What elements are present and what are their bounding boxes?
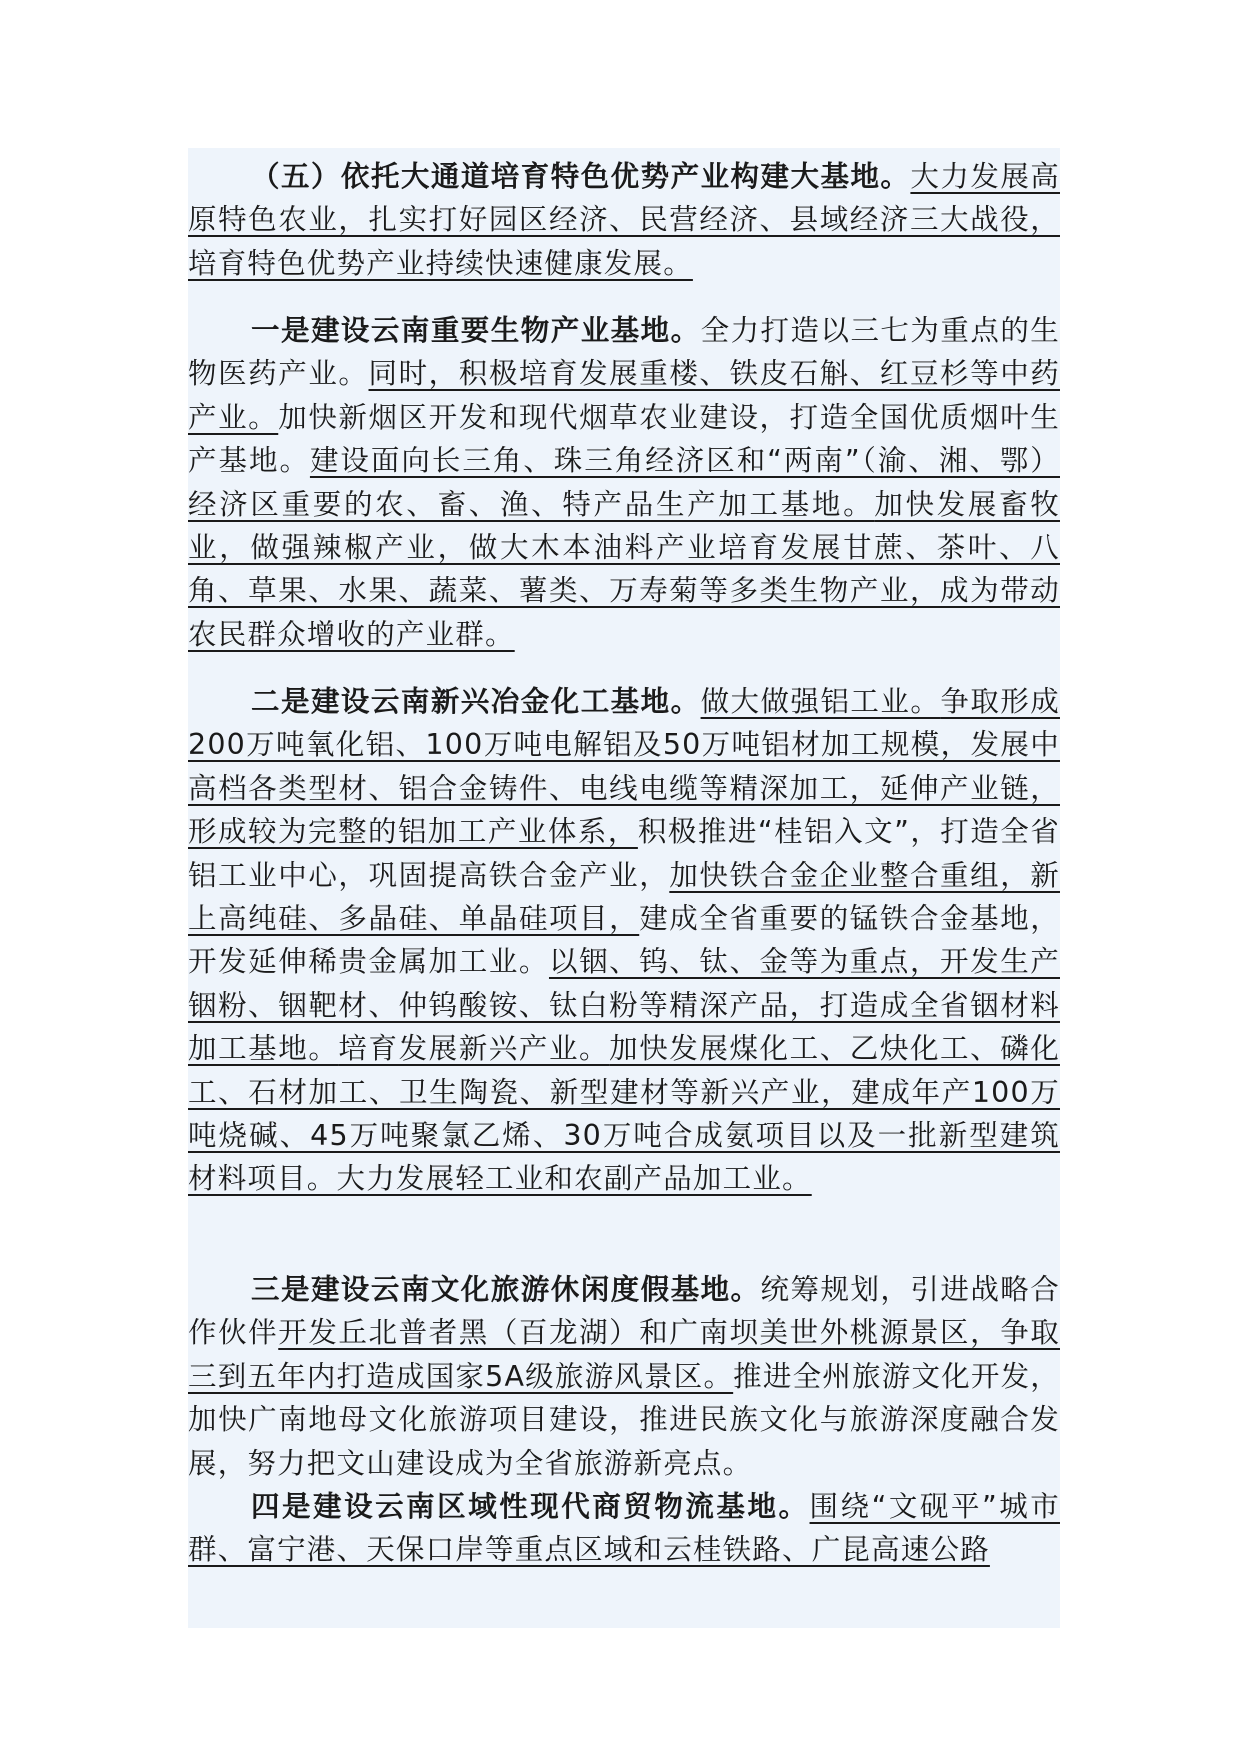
paragraph-text: 建设面向长三角、珠三角经济区和“两南”（渝、湘、鄂）经济区重要的农、畜、渔、特产品生产加工基地。 <box>188 444 1060 521</box>
paragraph-text: 全力打造以三七为重点的生物医药产业。 <box>188 314 1060 391</box>
paragraph-text: 以铟、钨、钛、金等为重点，开发生产铟粉、铟靶材、仲钨酸铵、钛白粉等精深产品，打造成全省铟材料加工基地。 <box>188 945 1060 1066</box>
paragraph-text: 培育发展新兴产业。 <box>338 1032 610 1066</box>
paragraph-text: 争取形成200万吨氧化铝、100万吨电解铝及50万吨铝材加工规模，发展中高档各类型材、铝合金铸件、电线电缆等精深加工，延伸产业链，形成较为完整的铝加工产业体系， <box>188 685 1060 849</box>
paragraph-text: 加快铁合金企业整合重组，新上高纯硅、多晶硅、单晶硅项目， <box>188 858 1060 936</box>
paragraph-tourism-base <box>188 1268 1060 1485</box>
paragraph-text: 加快新烟区开发和现代烟草农业建设，打造全国优质烟叶生产基地。 <box>188 400 1060 478</box>
section-heading: 四是建设云南区域性现代商贸物流基地。 <box>251 1490 810 1523</box>
paragraph-text: 建成全省重要的锰铁合金基地，开发延伸稀贵金属加工业。 <box>188 902 1060 979</box>
paragraph-text: 加快发展畜牧业，做强辣椒产业，做大木本油料产业培育发展甘蔗、茶叶、八角、草果、水果、蔬菜、薯类、万寿菊等多类生物产业，成为带动农民群众增收的产业群。 <box>188 487 1060 651</box>
paragraph-text: 开发丘北普者黑（百龙湖）和广南坝美世外桃源景区，争取三到五年内打造成国家5A级旅游风景区。 <box>188 1316 1060 1393</box>
section-heading: 一是建设云南重要生物产业基地。 <box>251 314 701 347</box>
paragraph-text: 积极推进“桂铝入文”，打造全省铝工业中心，巩固提高铁合金产业， <box>188 815 1060 892</box>
paragraph-text: 加快发展煤化工、乙炔化工、磷化工、石材加工、卫生陶瓷、新型建材等新兴产业，建成年产100万吨烧碱、45万吨聚氯乙烯、30万吨合成氨项目以及一批新型建筑材料项目。 <box>188 1032 1060 1196</box>
paragraph-text: 推进全州旅游文化开发，加快广南地母文化旅游项目建设，推进民族文化与旅游深度融合发展，努力把文山建设成为全省旅游新亮点。 <box>188 1359 1061 1480</box>
paragraph-text: 同时，积极培育发展重楼、铁皮石斛、红豆杉等中药产业。 <box>188 357 1060 434</box>
section-heading: （五）依托大通道培育特色优势产业构建大基地。 <box>251 160 911 193</box>
paragraph-text: 统筹规划，引进战略合作伙伴 <box>188 1273 1060 1350</box>
paragraph-biology-base <box>188 309 1060 656</box>
paragraph-text: 做大做强铝工业。 <box>700 685 941 718</box>
paragraph-metallurgy-base <box>188 680 1060 1201</box>
paragraph-text: 大力发展高原特色农业，扎实打好园区经济、民营经济、县域经济三大战役，培育特色优势产业持续快速健康发展。 <box>188 160 1060 280</box>
paragraph-text: 围绕“文砚平”城市群、富宁港、天保口岸等重点区域和云桂铁路、广昆高速公路 <box>188 1490 1060 1567</box>
paragraph-text: 大力发展轻工业和农副产品加工业。 <box>336 1162 812 1196</box>
section-heading: 二是建设云南新兴冶金化工基地。 <box>251 685 701 718</box>
paragraph-logistics-base <box>188 1485 1060 1572</box>
paragraph-section-5 <box>188 155 1060 285</box>
section-heading: 三是建设云南文化旅游休闲度假基地。 <box>251 1273 761 1306</box>
